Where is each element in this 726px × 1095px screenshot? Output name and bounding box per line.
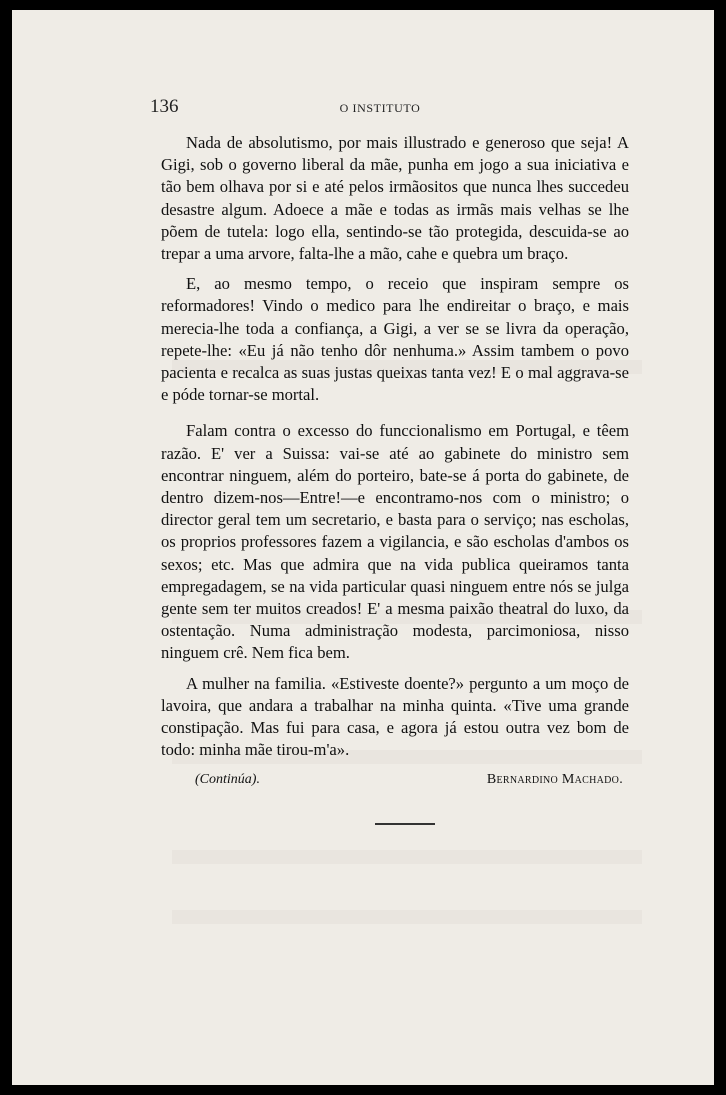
paragraph: Falam contra o excesso do funccionalismo em Portugal, e têem razão. E' ver a Suissa: vai-se até ao gabinete do ministro sem encontrar ninguem, além do porteiro, bate-se á porta do gabinete, de dentro dizem-nos—Entre!—e encontramo-nos com o ministro; o director geral tem um secretario, e basta para o serviço; nas escholas, os proprios professores fazem a vigilancia, e são escholas d'ambos os sexos; etc. Mas que admira que na vida publica queiramos tanta empregadagem, se na vida particular quasi ninguem entre nós se julga gente sem ter muitos creados! E' a mesma paixão theatral do luxo, da ostentação. Numa administração modesta, parcimoniosa, nisso ninguem crê. Nem fica bem.	[161, 421, 629, 663]
page-body	[161, 132, 629, 789]
continua-note: (Continúa).	[195, 772, 260, 788]
bleed-through	[172, 850, 642, 864]
signature-row	[161, 767, 629, 789]
section-rule	[375, 823, 435, 825]
running-title: O INSTITUTO	[339, 101, 421, 115]
page-number: 136	[150, 96, 179, 117]
book-page	[12, 10, 714, 1085]
page-header	[150, 96, 610, 124]
paragraph: E, ao mesmo tempo, o receio que inspiram sempre os reformadores! Vindo o medico para lhe endireitar o braço, e mais merecia-lhe toda a confiança, a Gigi, a ver se se livra da operação, repete-lhe: «Eu já não tenho dôr nenhuma.» Assim tambem o povo pacienta e recalca as suas justas queixas tanta vez! E o mal aggrava-se e póde tornar-se mortal.	[161, 274, 629, 405]
bleed-through	[172, 910, 642, 924]
author-signature: Bernardino Machado.	[486, 772, 623, 788]
paragraph: A mulher na familia. «Estiveste doente?» pergunto a um moço de lavoira, que andara a trabalhar na minha quinta. «Tive uma grande constipação. Mas fui para casa, e agora já estou outra vez bom de todo: minha mãe tirou-m'a».	[161, 673, 629, 760]
paragraph: Nada de absolutismo, por mais illustrado e generoso que seja! A Gigi, sob o governo liberal da mãe, punha em jogo a sua iniciativa e tão bem olhava por si e até pelos irmãositos que nunca lhes succedeu desastre algum. Adoece a mãe e todas as irmãs mais velhas se lhe põem de tutela: logo ella, sentindo-se tão protegida, descuida-se ao trepar a uma arvore, falta-lhe a mão, cahe e quebra um braço.	[161, 133, 629, 264]
